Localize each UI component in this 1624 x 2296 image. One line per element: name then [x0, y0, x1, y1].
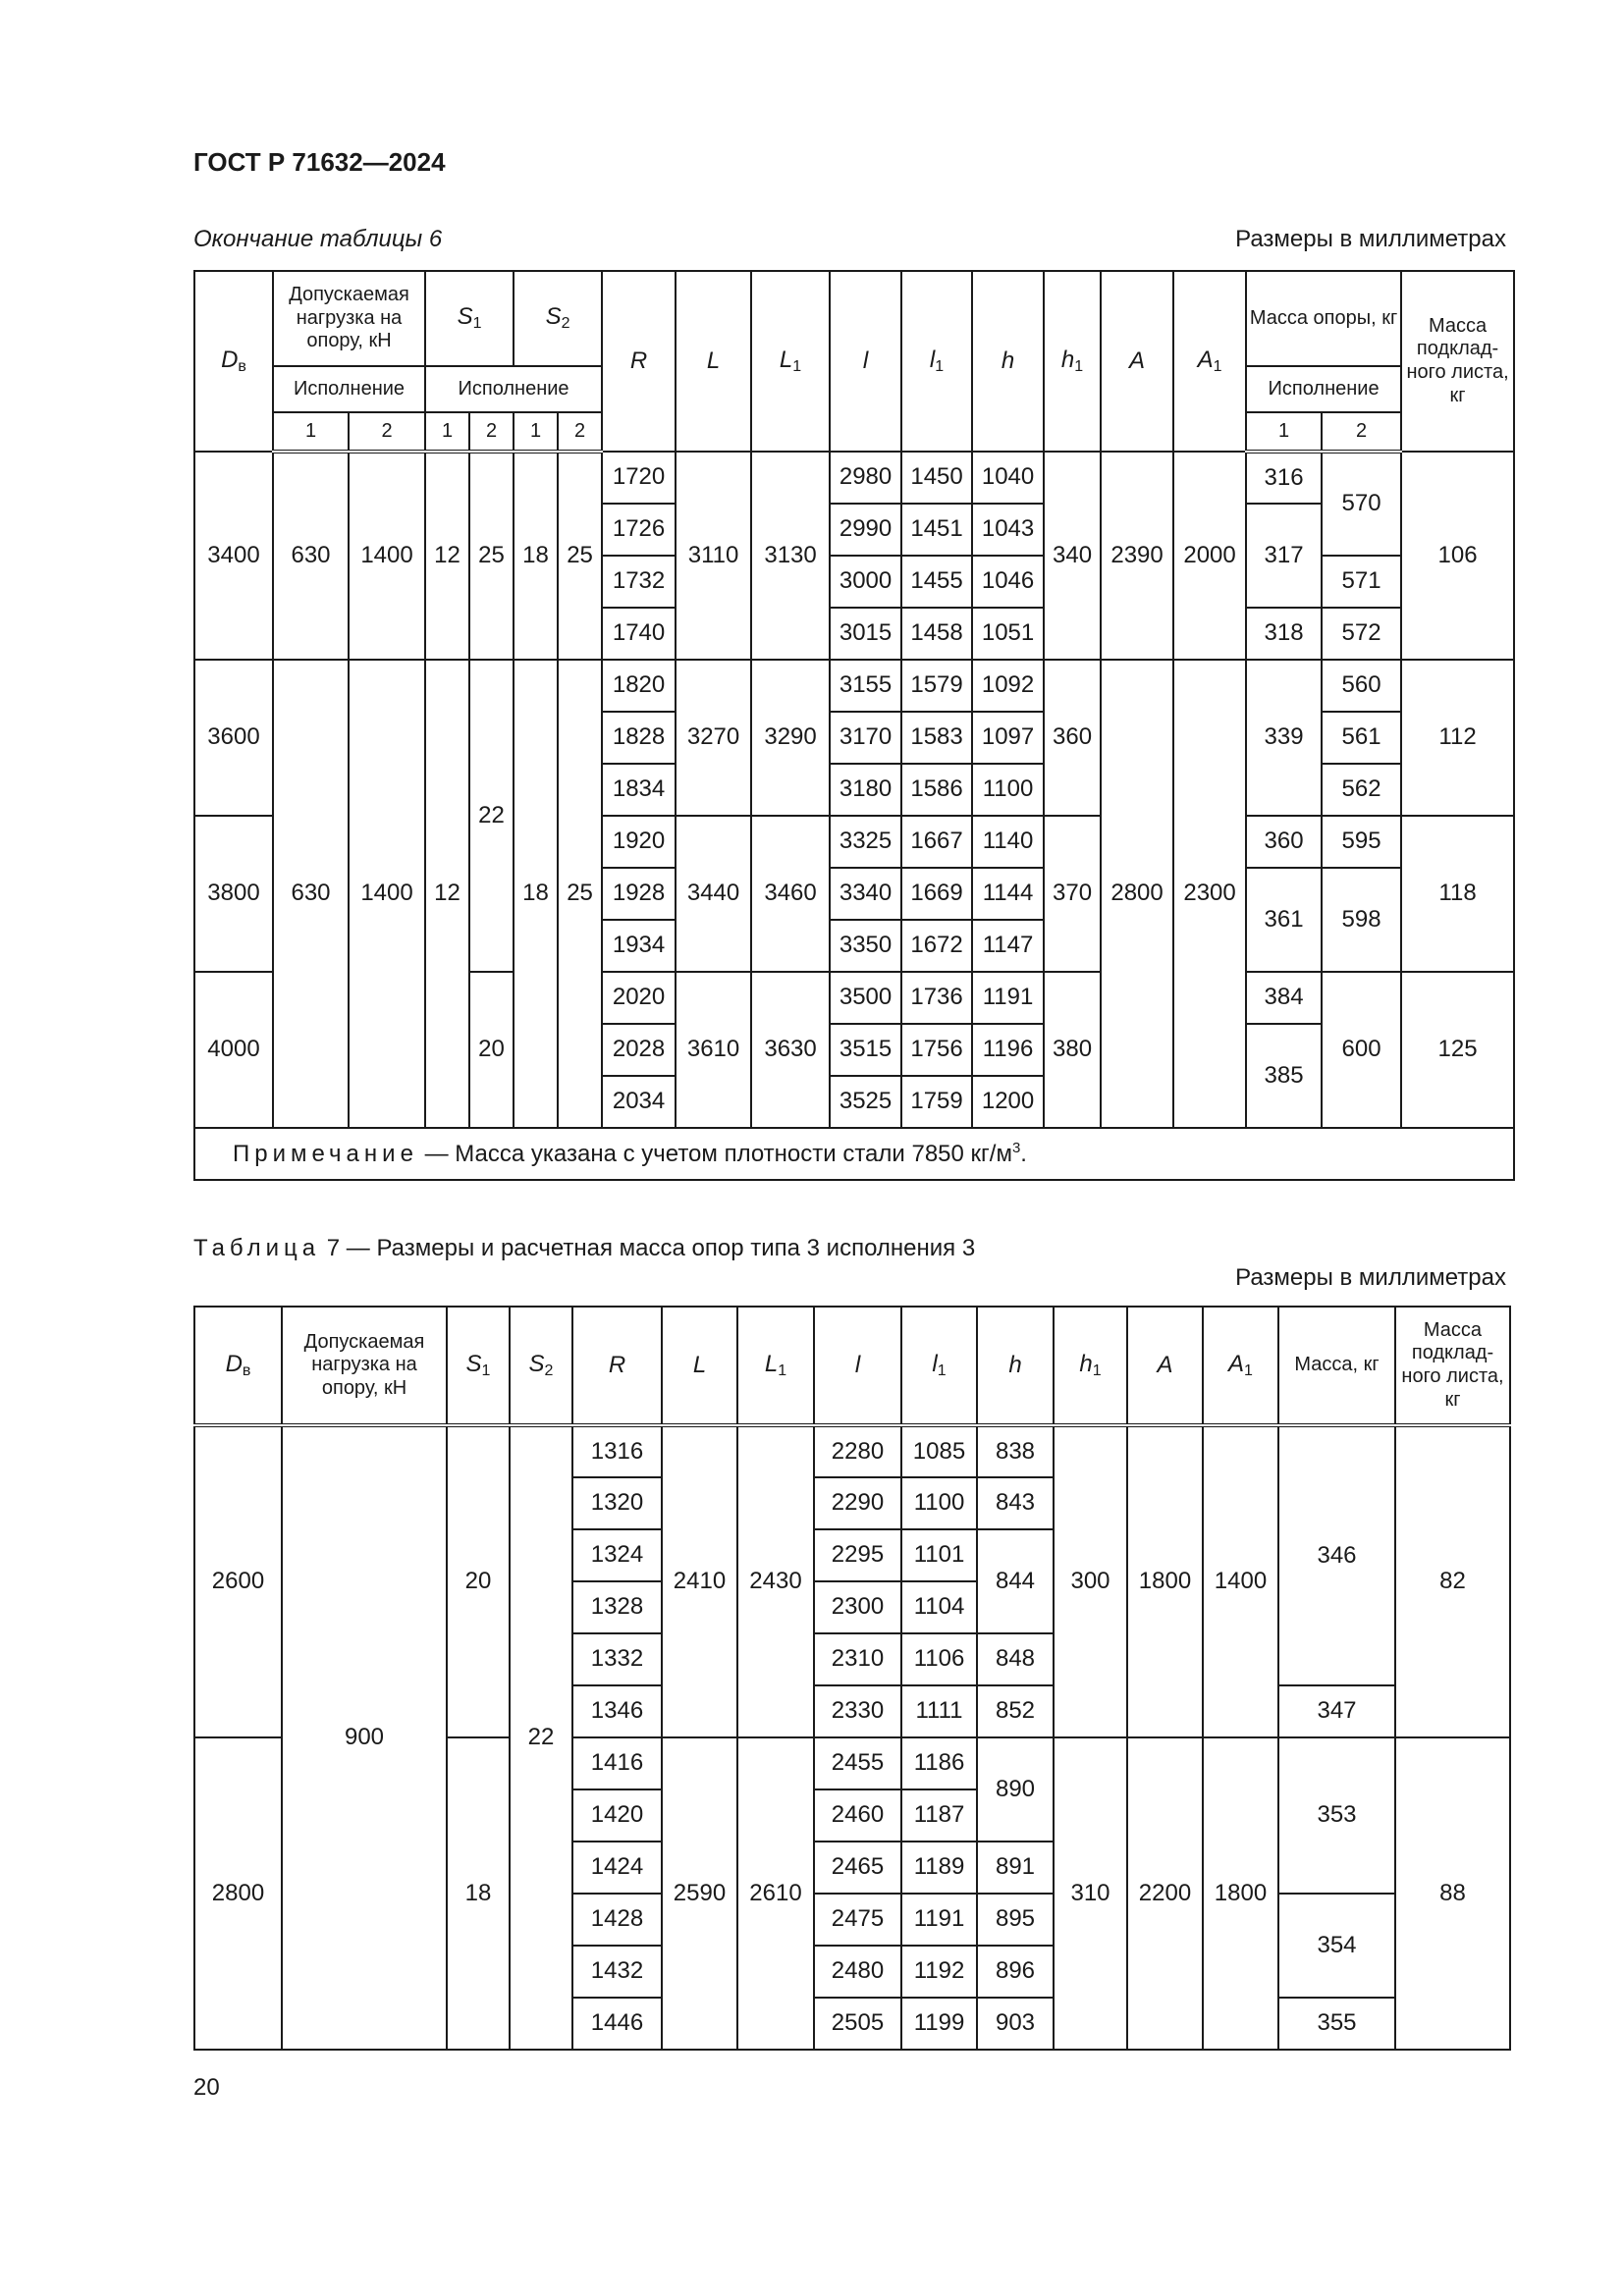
col-header-A: A: [1101, 271, 1173, 452]
cell-r: 1416: [572, 1737, 662, 1789]
cell-mass1: 339: [1246, 660, 1322, 816]
cell-r: 1820: [602, 660, 676, 712]
table7: [193, 1306, 1511, 2051]
cell-s2-1: 18: [514, 660, 558, 1128]
cell-h: 838: [977, 1425, 1054, 1477]
cell-r: 1726: [602, 504, 676, 556]
table6-note: Примечание — Масса указана с учетом плотности стали 7850 $кг/м^3$.: [194, 1128, 1514, 1180]
table6-units-note: Размеры в миллиметрах: [1235, 226, 1506, 252]
col-header-s2: $S_2$: [514, 271, 602, 366]
cell-mass-plate: 118: [1401, 816, 1514, 972]
cell-A: 2800: [1101, 660, 1173, 1128]
cell-s1: 18: [447, 1737, 510, 2050]
cell-r: 1332: [572, 1633, 662, 1685]
cell-r: 1740: [602, 608, 676, 660]
cell-L1: 3290: [751, 660, 830, 816]
cell-h: 852: [977, 1685, 1054, 1737]
cell-s1: 20: [447, 1425, 510, 1737]
cell-l1: 1191: [901, 1894, 977, 1946]
col-header-mass-plate: Масса подклад-ного листа, кг: [1395, 1307, 1510, 1425]
cell-mass-plate: 106: [1401, 452, 1514, 660]
cell-s2-2: 25: [558, 452, 602, 660]
col-header-h1: $h_1$: [1054, 1307, 1127, 1425]
cell-mass1: 361: [1246, 868, 1322, 972]
cell-l: 2295: [814, 1529, 901, 1581]
col-header-l: l: [814, 1307, 901, 1425]
col-header-A: A: [1127, 1307, 1203, 1425]
cell-load1: 630: [273, 452, 349, 660]
subheader-number: 2: [1322, 412, 1401, 452]
cell-h: 843: [977, 1477, 1054, 1529]
col-header-L: L: [662, 1307, 737, 1425]
col-header-L: L: [676, 271, 751, 452]
cell-L: 2410: [662, 1425, 737, 1737]
cell-l1: 1104: [901, 1581, 977, 1633]
cell-l: 2480: [814, 1946, 901, 1998]
cell-h: 1196: [972, 1024, 1044, 1076]
cell-r: 2034: [602, 1076, 676, 1128]
cell-L1: 3130: [751, 452, 830, 660]
cell-L1: 3460: [751, 816, 830, 972]
col-header-load: Допускаемая нагрузка на опору, кН: [282, 1307, 447, 1425]
cell-A1: 1800: [1203, 1737, 1278, 2050]
table6-caption: Окончание таблицы 6: [193, 226, 443, 252]
table7-caption: Таблица 7 — Размеры и расчетная масса опор типа 3 исполнения 3: [193, 1235, 976, 1261]
cell-l: 3155: [830, 660, 901, 712]
cell-l: 2310: [814, 1633, 901, 1685]
col-header-mass-plate: Масса подклад-ного листа, кг: [1401, 271, 1514, 452]
cell-l: 2280: [814, 1425, 901, 1477]
cell-l: 2475: [814, 1894, 901, 1946]
subheader-execution: Исполнение: [1246, 366, 1401, 412]
cell-A1: 2000: [1173, 452, 1246, 660]
cell-l: 3515: [830, 1024, 901, 1076]
cell-l: 2460: [814, 1789, 901, 1842]
cell-mass1: 316: [1246, 452, 1322, 504]
cell-A1: 2300: [1173, 660, 1246, 1128]
cell-h: 848: [977, 1633, 1054, 1685]
cell-r: 1324: [572, 1529, 662, 1581]
cell-l: 2980: [830, 452, 901, 504]
cell-r: 1316: [572, 1425, 662, 1477]
cell-h1: 360: [1044, 660, 1101, 816]
cell-l1: 1192: [901, 1946, 977, 1998]
cell-s1-2: 20: [469, 972, 514, 1128]
cell-h1: 380: [1044, 972, 1101, 1128]
cell-h1: 340: [1044, 452, 1101, 660]
cell-mass2: 600: [1322, 972, 1401, 1128]
cell-mass: 353: [1278, 1737, 1395, 1894]
cell-load2: 1400: [349, 660, 425, 1128]
document-title: ГОСТ Р 71632—2024: [193, 147, 446, 177]
cell-r: 1720: [602, 452, 676, 504]
cell-L: 3270: [676, 660, 751, 816]
col-header-s2: $S_2$: [510, 1307, 572, 1425]
col-header-r: R: [602, 271, 676, 452]
cell-mass2: 598: [1322, 868, 1401, 972]
cell-h: 1043: [972, 504, 1044, 556]
col-header-mass: Масса, кг: [1278, 1307, 1395, 1425]
col-header-load: Допускаемая нагрузка на опору, кН: [273, 271, 425, 366]
cell-l: 3350: [830, 920, 901, 972]
cell-l1: 1759: [901, 1076, 972, 1128]
cell-h1: 300: [1054, 1425, 1127, 1737]
cell-s1-1: 12: [425, 452, 469, 660]
col-header-L1: $L_1$: [751, 271, 830, 452]
subheader-number: 1: [273, 412, 349, 452]
col-header-l1: $l_1$: [901, 271, 972, 452]
cell-l: 3015: [830, 608, 901, 660]
cell-l1: 1450: [901, 452, 972, 504]
cell-h: 1051: [972, 608, 1044, 660]
cell-A: 1800: [1127, 1425, 1203, 1737]
cell-s2-2: 25: [558, 660, 602, 1128]
cell-l: 3500: [830, 972, 901, 1024]
cell-h: 1092: [972, 660, 1044, 712]
cell-l1: 1199: [901, 1998, 977, 2050]
cell-h: 1046: [972, 556, 1044, 608]
cell-dv: 4000: [194, 972, 273, 1128]
cell-mass-plate: 112: [1401, 660, 1514, 816]
cell-mass2: 571: [1322, 556, 1401, 608]
cell-mass2: 570: [1322, 452, 1401, 556]
cell-l1: 1736: [901, 972, 972, 1024]
cell-r: 1320: [572, 1477, 662, 1529]
cell-mass2: 595: [1322, 816, 1401, 868]
cell-A: 2200: [1127, 1737, 1203, 2050]
cell-h1: 370: [1044, 816, 1101, 972]
cell-mass1: 384: [1246, 972, 1322, 1024]
col-header-h1: $h_1$: [1044, 271, 1101, 452]
subheader-execution: Исполнение: [425, 366, 602, 412]
cell-h: 891: [977, 1842, 1054, 1894]
cell-A: 2390: [1101, 452, 1173, 660]
cell-mass-plate: 82: [1395, 1425, 1510, 1737]
cell-L1: 2610: [737, 1737, 814, 2050]
subheader-number: 2: [558, 412, 602, 452]
cell-l: 3525: [830, 1076, 901, 1128]
cell-h: 1147: [972, 920, 1044, 972]
cell-mass2: 561: [1322, 712, 1401, 764]
cell-s1-2: 22: [469, 660, 514, 972]
cell-l1: 1101: [901, 1529, 977, 1581]
col-header-h: h: [977, 1307, 1054, 1425]
cell-l: 2330: [814, 1685, 901, 1737]
cell-L: 3440: [676, 816, 751, 972]
col-header-mass-support: Масса опоры, кг: [1246, 271, 1401, 366]
cell-L1: 2430: [737, 1425, 814, 1737]
cell-l1: 1669: [901, 868, 972, 920]
cell-r: 1834: [602, 764, 676, 816]
cell-h: 890: [977, 1737, 1054, 1842]
cell-h: 1191: [972, 972, 1044, 1024]
cell-l1: 1085: [901, 1425, 977, 1477]
col-header-h: h: [972, 271, 1044, 452]
cell-l1: 1189: [901, 1842, 977, 1894]
cell-mass: 354: [1278, 1894, 1395, 1998]
cell-l1: 1187: [901, 1789, 977, 1842]
cell-l: 2505: [814, 1998, 901, 2050]
cell-r: 1920: [602, 816, 676, 868]
cell-l: 2465: [814, 1842, 901, 1894]
cell-s2-1: 18: [514, 452, 558, 660]
cell-h1: 310: [1054, 1737, 1127, 2050]
cell-s1-2: 25: [469, 452, 514, 660]
cell-r: 1420: [572, 1789, 662, 1842]
col-header-l: l: [830, 271, 901, 452]
cell-h: 1040: [972, 452, 1044, 504]
cell-mass1: 318: [1246, 608, 1322, 660]
cell-mass: 347: [1278, 1685, 1395, 1737]
cell-mass2: 560: [1322, 660, 1401, 712]
page-number: 20: [193, 2074, 220, 2101]
cell-l: 3340: [830, 868, 901, 920]
cell-h: 1144: [972, 868, 1044, 920]
cell-r: 1328: [572, 1581, 662, 1633]
cell-l1: 1106: [901, 1633, 977, 1685]
cell-h: 896: [977, 1946, 1054, 1998]
cell-l1: 1451: [901, 504, 972, 556]
cell-mass1: 385: [1246, 1024, 1322, 1128]
table7-units-note: Размеры в миллиметрах: [1235, 1264, 1506, 1291]
cell-l1: 1111: [901, 1685, 977, 1737]
cell-s1-1: 12: [425, 660, 469, 1128]
cell-l: 2290: [814, 1477, 901, 1529]
cell-r: 1732: [602, 556, 676, 608]
cell-l1: 1579: [901, 660, 972, 712]
cell-mass: 355: [1278, 1998, 1395, 2050]
cell-h: 895: [977, 1894, 1054, 1946]
cell-dv: 3800: [194, 816, 273, 972]
cell-r: 1828: [602, 712, 676, 764]
cell-r: 1346: [572, 1685, 662, 1737]
subheader-number: 1: [425, 412, 469, 452]
cell-h: 1200: [972, 1076, 1044, 1128]
cell-mass-plate: 125: [1401, 972, 1514, 1128]
col-header-A1: $A_1$: [1173, 271, 1246, 452]
cell-load1: 630: [273, 660, 349, 1128]
cell-h: 1140: [972, 816, 1044, 868]
cell-r: 2020: [602, 972, 676, 1024]
cell-l: 3170: [830, 712, 901, 764]
cell-l1: 1667: [901, 816, 972, 868]
cell-h: 1097: [972, 712, 1044, 764]
subheader-number: 1: [514, 412, 558, 452]
cell-h: 903: [977, 1998, 1054, 2050]
cell-h: 1100: [972, 764, 1044, 816]
cell-l1: 1583: [901, 712, 972, 764]
cell-l1: 1672: [901, 920, 972, 972]
col-header-s1: $S_1$: [447, 1307, 510, 1425]
cell-l1: 1455: [901, 556, 972, 608]
cell-l: 2990: [830, 504, 901, 556]
cell-dv: 2600: [194, 1425, 282, 1737]
cell-l: 2455: [814, 1737, 901, 1789]
table6: [193, 270, 1515, 1181]
subheader-number: 2: [469, 412, 514, 452]
subheader-execution: Исполнение: [273, 366, 425, 412]
cell-mass1: 360: [1246, 816, 1322, 868]
cell-l1: 1586: [901, 764, 972, 816]
cell-mass2: 572: [1322, 608, 1401, 660]
cell-dv: 3600: [194, 660, 273, 816]
cell-r: 2028: [602, 1024, 676, 1076]
cell-r: 1934: [602, 920, 676, 972]
cell-A1: 1400: [1203, 1425, 1278, 1737]
cell-r: 1928: [602, 868, 676, 920]
cell-L: 2590: [662, 1737, 737, 2050]
cell-l1: 1756: [901, 1024, 972, 1076]
subheader-number: 2: [349, 412, 425, 452]
cell-l1: 1100: [901, 1477, 977, 1529]
cell-L: 3110: [676, 452, 751, 660]
cell-l: 3180: [830, 764, 901, 816]
col-header-s1: $S_1$: [425, 271, 514, 366]
col-header-r: R: [572, 1307, 662, 1425]
cell-load: 900: [282, 1425, 447, 2050]
cell-L1: 3630: [751, 972, 830, 1128]
cell-r: 1428: [572, 1894, 662, 1946]
cell-h: 844: [977, 1529, 1054, 1633]
cell-l: 3000: [830, 556, 901, 608]
col-header-dv: $D_в$: [194, 271, 273, 452]
col-header-L1: $L_1$: [737, 1307, 814, 1425]
cell-dv: 3400: [194, 452, 273, 660]
col-header-l1: $l_1$: [901, 1307, 977, 1425]
cell-l1: 1186: [901, 1737, 977, 1789]
cell-load2: 1400: [349, 452, 425, 660]
cell-L: 3610: [676, 972, 751, 1128]
cell-r: 1446: [572, 1998, 662, 2050]
col-header-A1: $A_1$: [1203, 1307, 1278, 1425]
cell-l: 2300: [814, 1581, 901, 1633]
cell-mass1: 317: [1246, 504, 1322, 608]
cell-mass-plate: 88: [1395, 1737, 1510, 2050]
cell-l1: 1458: [901, 608, 972, 660]
col-header-dv: $D_в$: [194, 1307, 282, 1425]
subheader-number: 1: [1246, 412, 1322, 452]
cell-r: 1424: [572, 1842, 662, 1894]
cell-mass: 346: [1278, 1425, 1395, 1685]
cell-r: 1432: [572, 1946, 662, 1998]
cell-s2: 22: [510, 1425, 572, 2050]
cell-mass2: 562: [1322, 764, 1401, 816]
cell-dv: 2800: [194, 1737, 282, 2050]
cell-l: 3325: [830, 816, 901, 868]
